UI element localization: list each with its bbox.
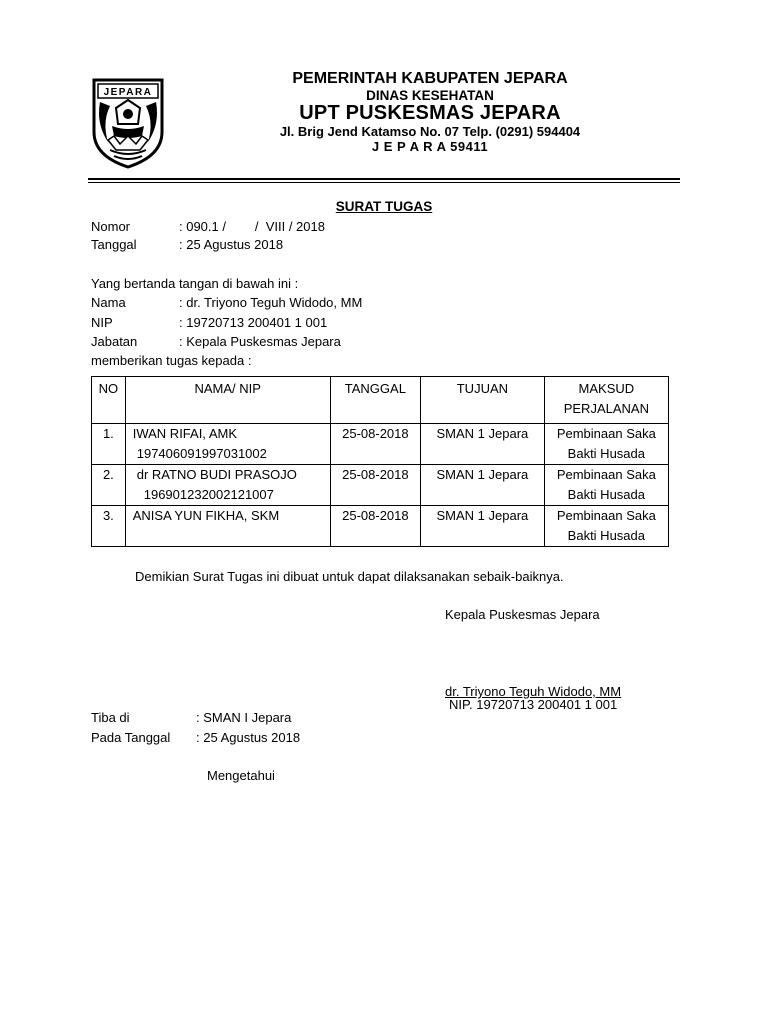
header-divider-thick <box>88 178 680 180</box>
tanggal-label: Tanggal <box>91 237 137 252</box>
row-date: 25-08-2018 <box>330 506 420 547</box>
header-divider-thin <box>88 182 680 183</box>
document-title: SURAT TUGAS <box>335 199 433 214</box>
row-purpose <box>544 465 668 506</box>
acknowledge-label: Mengetahui <box>207 768 275 783</box>
pada-tanggal-value: : 25 Agustus 2018 <box>196 730 301 745</box>
row-purpose-line1: Pembinaan Saka <box>556 467 656 482</box>
header-no: NO <box>92 377 126 424</box>
row-date: 25-08-2018 <box>330 424 420 465</box>
row-purpose-line1: Pembinaan Saka <box>556 508 656 523</box>
signature-nip: NIP. 19720713 200401 1 001 <box>449 697 618 712</box>
row-name-nip <box>125 424 330 465</box>
jabatan-value: : Kepala Puskesmas Jepara <box>179 334 341 349</box>
header-name-nip: NAMA/ NIP <box>125 377 330 424</box>
header-date: TANGGAL <box>330 377 420 424</box>
table-row <box>92 465 669 506</box>
table-header-row <box>92 377 669 424</box>
row-destination: SMAN 1 Jepara <box>421 465 545 506</box>
row-no: 3. <box>92 506 126 547</box>
nip-label: NIP <box>91 315 113 330</box>
header-address: Jl. Brig Jend Katamso No. 07 Telp. (0291) 594404 <box>279 124 581 139</box>
header-purpose-line1: MAKSUD <box>578 381 635 396</box>
row-purpose-line2: Bakti Husada <box>567 487 645 502</box>
row-nip: 197406091997031002 <box>136 446 267 461</box>
row-name: dr RATNO BUDI PRASOJO <box>136 467 297 482</box>
row-nip: 196901232002121007 <box>143 487 274 502</box>
row-purpose-line2: Bakti Husada <box>567 446 645 461</box>
row-purpose-line1: Pembinaan Saka <box>556 426 656 441</box>
table-row <box>92 506 669 547</box>
header-city: J E P A R A 59411 <box>371 139 489 154</box>
tiba-value: : SMAN I Jepara <box>196 710 292 725</box>
row-purpose <box>544 506 668 547</box>
row-name: IWAN RIFAI, AMK <box>132 426 237 441</box>
row-destination: SMAN 1 Jepara <box>421 424 545 465</box>
row-no: 2. <box>92 465 126 506</box>
tiba-label: Tiba di <box>91 710 130 725</box>
nip-value: : 19720713 200401 1 001 <box>179 315 328 330</box>
header-government: PEMERINTAH KABUPATEN JEPARA <box>292 70 568 87</box>
jabatan-label: Jabatan <box>91 334 138 349</box>
table-row <box>92 424 669 465</box>
signer-intro: Yang bertanda tangan di bawah ini : <box>91 276 299 291</box>
tanggal-value: : 25 Agustus 2018 <box>179 237 284 252</box>
row-purpose-line2: Bakti Husada <box>567 528 645 543</box>
header-destination: TUJUAN <box>421 377 545 424</box>
row-date: 25-08-2018 <box>330 465 420 506</box>
row-name-nip <box>125 506 330 547</box>
row-no: 1. <box>92 424 126 465</box>
jepara-regency-logo <box>88 74 168 170</box>
header-department: DINAS KESEHATAN <box>366 88 494 103</box>
nama-value: : dr. Triyono Teguh Widodo, MM <box>179 295 363 310</box>
assign-intro: memberikan tugas kepada : <box>91 353 252 368</box>
header-purpose <box>544 377 668 424</box>
pada-tanggal-label: Pada Tanggal <box>91 730 171 745</box>
row-name-nip <box>125 465 330 506</box>
nama-label: Nama <box>91 295 126 310</box>
row-name: ANISA YUN FIKHA, SKM <box>132 508 280 523</box>
row-destination: SMAN 1 Jepara <box>421 506 545 547</box>
header-institution: UPT PUSKESMAS JEPARA <box>299 102 561 124</box>
assignment-table <box>91 376 669 547</box>
logo-text: JEPARA <box>103 87 153 98</box>
closing-statement: Demikian Surat Tugas ini dibuat untuk dapat dilaksanakan sebaik-baiknya. <box>135 569 564 584</box>
signature-position: Kepala Puskesmas Jepara <box>445 607 600 622</box>
nomor-label: Nomor <box>91 219 131 234</box>
signature-name: dr. Triyono Teguh Widodo, MM <box>445 684 622 699</box>
row-purpose <box>544 424 668 465</box>
header-purpose-line2: PERJALANAN <box>563 401 649 416</box>
nomor-value: : 090.1 / / VIII / 2018 <box>179 219 325 234</box>
